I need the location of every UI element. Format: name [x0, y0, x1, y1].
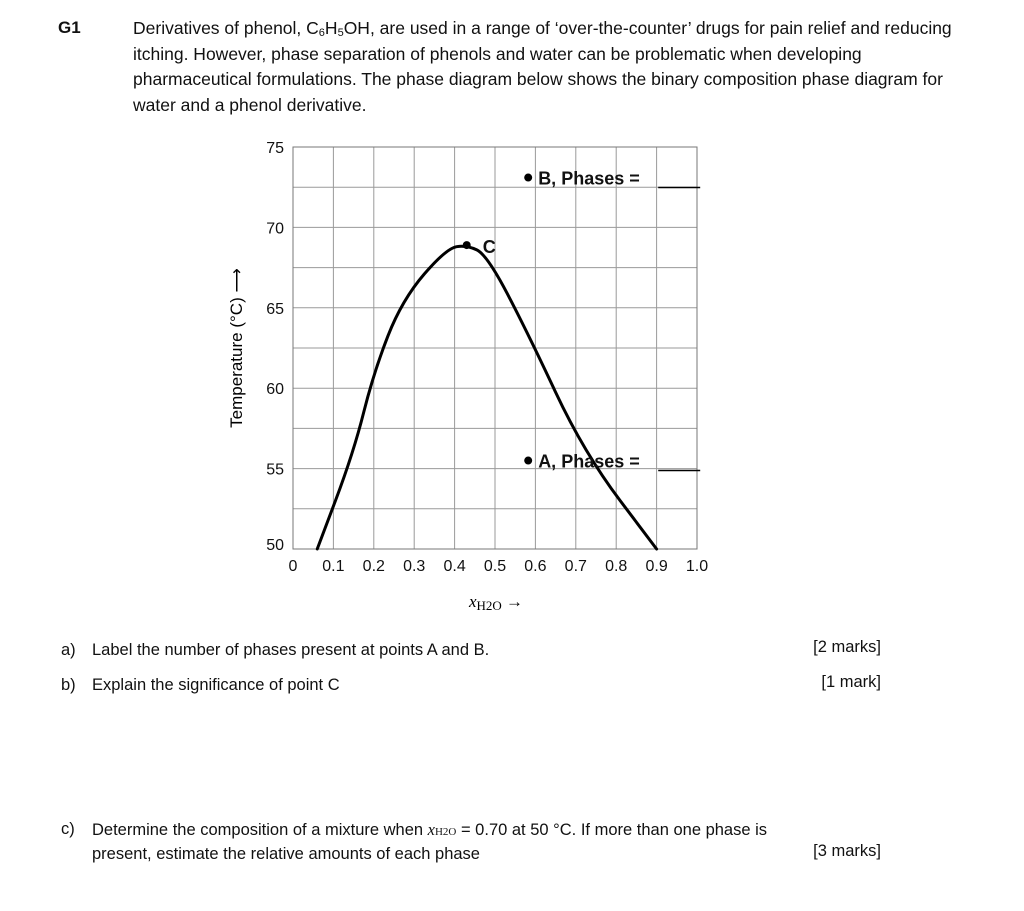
point-c-label: C — [482, 237, 496, 258]
point-a-label: A, Phases = — [538, 451, 640, 472]
x-tick-label: 0 — [288, 558, 298, 575]
x-axis-label — [468, 592, 523, 613]
point-b-dot — [524, 174, 532, 182]
chart-grid — [293, 147, 697, 549]
part-c-line1 — [92, 817, 767, 845]
part-c-marks: [3 marks] — [813, 842, 881, 860]
y-tick-label: 70 — [266, 220, 284, 238]
point-b-label: B, Phases = — [538, 168, 640, 189]
y-tick-label: 65 — [266, 300, 284, 318]
part-b-letter: b) — [61, 676, 76, 694]
part-c-variable-subscript: H2O — [434, 826, 457, 838]
phenol-formula: $C_6H_5OH$ — [306, 18, 370, 39]
phase-curve-group — [317, 246, 656, 549]
y-tick-label: 50 — [266, 537, 284, 554]
part-c-line2: present, estimate the relative amounts of each phase — [92, 845, 480, 863]
x-tick-label: 0.4 — [443, 558, 466, 575]
x-axis-label-arrow: → — [501, 592, 524, 611]
part-c-text-start: Determine the composition of a mixture when — [92, 821, 428, 839]
x-tick-label: 0.5 — [483, 558, 507, 575]
point-a-dot — [524, 457, 532, 465]
x-tick-label: 0.8 — [605, 558, 628, 575]
question-number: G1 — [58, 18, 81, 37]
x-tick-label: 0.1 — [322, 558, 345, 575]
x-axis-label-var: x — [468, 592, 477, 611]
y-axis-label: Temperature (°C) ⟶ — [227, 268, 246, 428]
y-tick-label: 55 — [266, 461, 284, 479]
x-tick-label: 0.9 — [645, 558, 668, 575]
point-markers — [463, 169, 700, 472]
point-c-dot — [463, 241, 471, 249]
intro-text-start: Derivatives of phenol, — [133, 18, 307, 38]
part-c-variable: x — [427, 820, 435, 839]
part-c-letter: c) — [61, 820, 75, 838]
part-a-letter: a) — [61, 641, 76, 659]
part-b-text: Explain the significance of point C — [92, 676, 340, 694]
phase-boundary-curve — [317, 246, 656, 549]
y-tick-label: 75 — [266, 140, 284, 157]
x-tick-label: 0.2 — [362, 558, 385, 575]
part-b-marks: [1 mark] — [821, 673, 881, 691]
x-tick-label: 0.6 — [524, 558, 547, 575]
part-a-text: Label the number of phases present at points A and B. — [92, 641, 490, 659]
x-axis-label-sub: H2O — [476, 598, 502, 613]
part-a-marks: [2 marks] — [813, 638, 881, 656]
part-c-text-end: = 0.70 at 50 °C. If more than one phase is — [456, 821, 768, 839]
x-tick-label: 0.7 — [564, 558, 587, 575]
intro-text-end: , are used in a range of ‘over-the-counter’ drugs for pain relief and reducing itching. However, phase separation of phenols and water can be problematic when developing pharmaceutical formulations. The phase diagram below shows the binary composition phase diagram for water and a phenol derivative. — [133, 18, 952, 115]
y-tick-label: 60 — [266, 381, 284, 399]
x-tick-label: 0.3 — [403, 558, 426, 575]
x-tick-label: 1.0 — [685, 558, 709, 575]
